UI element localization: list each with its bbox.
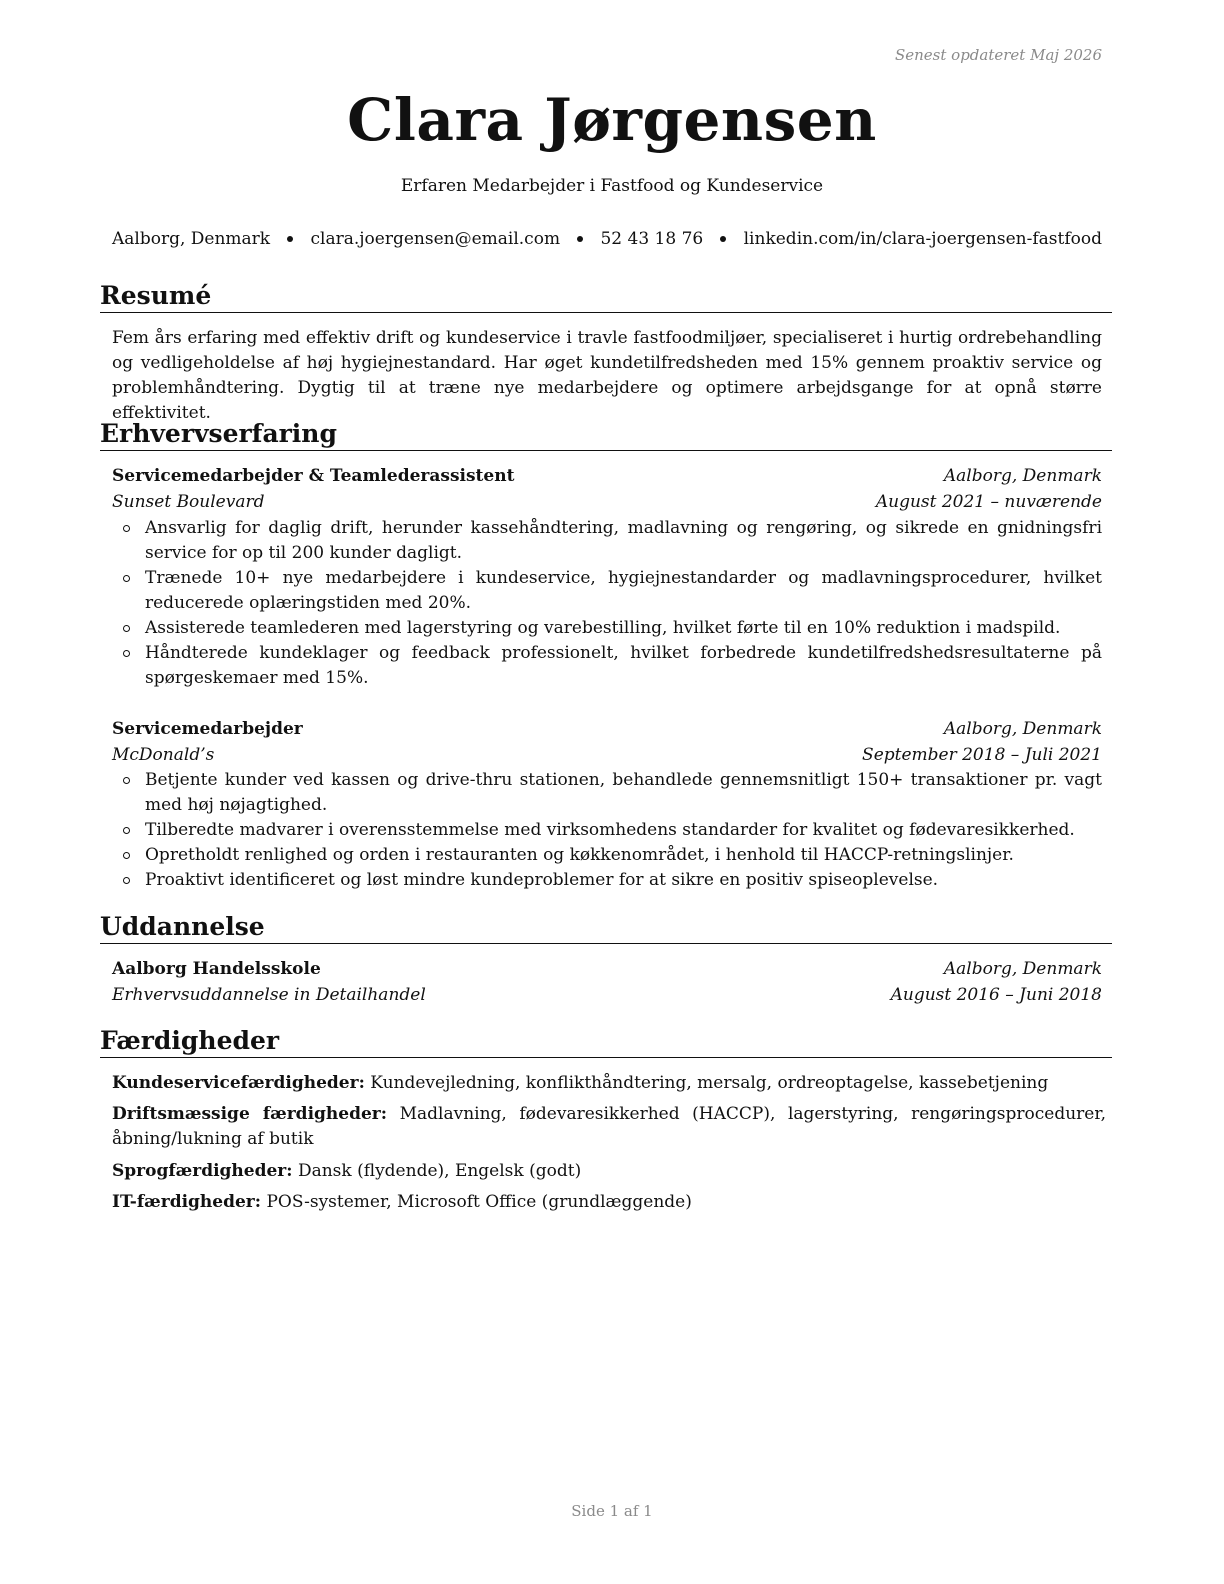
bullet-text: Ansvarlig for daglig drift, herunder kassehåndtering, madlavning og rengøring, og sikrede en gnidningsfri service for op til 200 kunder dagligt. (145, 518, 1102, 563)
candidate-name: Clara Jørgensen (347, 86, 877, 154)
education-header-row (112, 957, 1102, 982)
job-location: Aalborg, Denmark (943, 719, 1102, 739)
bullet-dot-icon (720, 236, 726, 242)
job-role: Servicemedarbejder & Teamlederassistent (112, 466, 515, 486)
list-item (112, 566, 1102, 616)
skill-line (112, 1102, 1106, 1152)
section-heading: Færdigheder (100, 1026, 1112, 1058)
circle-bullet-icon (123, 777, 130, 784)
list-item (112, 616, 1102, 641)
summary-section (100, 281, 1112, 313)
circle-bullet-icon (123, 575, 130, 582)
education-subheader-row (112, 983, 1102, 1008)
contact-location: Aalborg, Denmark (112, 229, 271, 249)
list-item (112, 516, 1102, 566)
job-header-row (112, 464, 1102, 489)
circle-bullet-icon (123, 525, 130, 532)
bullet-dot-icon (577, 236, 583, 242)
skill-value: POS-systemer, Microsoft Office (grundlæggende) (266, 1192, 692, 1212)
section-heading: Resumé (100, 281, 1112, 313)
education-school: Aalborg Handelsskole (112, 959, 321, 979)
skill-label: Driftsmæssige færdigheder: (112, 1104, 388, 1124)
section-heading: Erhvervserfaring (100, 419, 1112, 451)
list-item (112, 641, 1102, 691)
list-item (112, 868, 1102, 893)
job-header-row (112, 717, 1102, 742)
experience-section (100, 419, 1112, 451)
job-company: McDonald’s (112, 745, 215, 765)
job-bullet-list (112, 516, 1102, 691)
contact-linkedin[interactable]: linkedin.com/in/clara-joergensen-fastfood (743, 229, 1102, 249)
contact-phone: 52 43 18 76 (600, 229, 704, 249)
job-subheader-row (112, 743, 1102, 768)
bullet-dot-icon (287, 236, 293, 242)
skill-line (112, 1190, 1106, 1215)
list-item (112, 818, 1102, 843)
job-subheader-row (112, 490, 1102, 515)
circle-bullet-icon (123, 877, 130, 884)
list-item (112, 768, 1102, 818)
candidate-title: Erfaren Medarbejder i Fastfood og Kundeservice (400, 176, 824, 196)
bullet-text: Tilberedte madvarer i overensstemmelse med virksomhedens standarder for kvalitet og fødevaresikkerhed. (145, 820, 1075, 840)
job-location: Aalborg, Denmark (943, 466, 1102, 486)
contact-email[interactable]: clara.joergensen@email.com (310, 229, 561, 249)
job-dates: August 2021 – nuværende (875, 492, 1102, 512)
skill-label: Kundeservicefærdigheder: (112, 1073, 365, 1093)
job-dates: September 2018 – Juli 2021 (862, 745, 1102, 765)
skill-label: Sprogfærdigheder: (112, 1161, 293, 1181)
bullet-text: Proaktivt identificeret og løst mindre kundeproblemer for at sikre en positiv spiseoplevelse. (145, 870, 939, 890)
bullet-text: Håndterede kundeklager og feedback professionelt, hvilket forbedrede kundetilfredshedsresultaterne på spørgeskemaer med 15%. (145, 643, 1102, 688)
skill-label: IT-færdigheder: (112, 1192, 262, 1212)
circle-bullet-icon (123, 827, 130, 834)
bullet-text: Trænede 10+ nye medarbejdere i kundeservice, hygiejnestandarder og madlavningsprocedurer, hvilket reducerede oplæringstiden med 20%. (145, 568, 1102, 613)
summary-text: Fem års erfaring med effektiv drift og kundeservice i travle fastfoodmiljøer, specialiseret i hurtig ordrebehandling og vedligeholdelse af høj hygiejnestandard. Har øget kundetilfredsheden med 15% gennem proaktiv service og problemhåndtering. Dygtig til at træne nye medarbejdere og optimere arbejdsgange for at opnå større effektivitet. (112, 328, 1102, 423)
skill-value: Madlavning, fødevaresikkerhed (HACCP), lagerstyring, rengøringsprocedurer, åbning/lukning af butik (112, 1104, 1106, 1149)
skill-value: Dansk (flydende), Engelsk (godt) (297, 1161, 582, 1181)
job-bullet-list (112, 768, 1102, 893)
circle-bullet-icon (123, 650, 130, 657)
job-role: Servicemedarbejder (112, 719, 303, 739)
last-updated: Senest opdateret Maj 2026 (894, 46, 1102, 64)
skill-value: Kundevejledning, konflikthåndtering, mersalg, ordreoptagelse, kassebetjening (370, 1073, 1049, 1093)
page-number: Side 1 af 1 (571, 1502, 653, 1520)
contact-line (112, 229, 1102, 249)
education-section (100, 912, 1112, 944)
education-dates: August 2016 – Juni 2018 (890, 985, 1102, 1005)
circle-bullet-icon (123, 625, 130, 632)
section-heading: Uddannelse (100, 912, 1112, 944)
bullet-text: Assisterede teamlederen med lagerstyring og varebestilling, hvilket førte til en 10% reduktion i madspild. (145, 618, 1061, 638)
circle-bullet-icon (123, 852, 130, 859)
bullet-text: Betjente kunder ved kassen og drive-thru stationen, behandlede gennemsnitligt 150+ transaktioner pr. vagt med høj nøjagtighed. (145, 770, 1102, 815)
bullet-text: Opretholdt renlighed og orden i restauranten og køkkenområdet, i henhold til HACCP-retningslinjer. (145, 845, 1014, 865)
job-company: Sunset Boulevard (112, 492, 265, 512)
list-item (112, 843, 1102, 868)
skill-line (112, 1071, 1106, 1096)
skill-line (112, 1159, 1106, 1184)
education-location: Aalborg, Denmark (943, 959, 1102, 979)
education-degree: Erhvervsuddannelse in Detailhandel (112, 985, 426, 1005)
skills-section (100, 1026, 1112, 1058)
